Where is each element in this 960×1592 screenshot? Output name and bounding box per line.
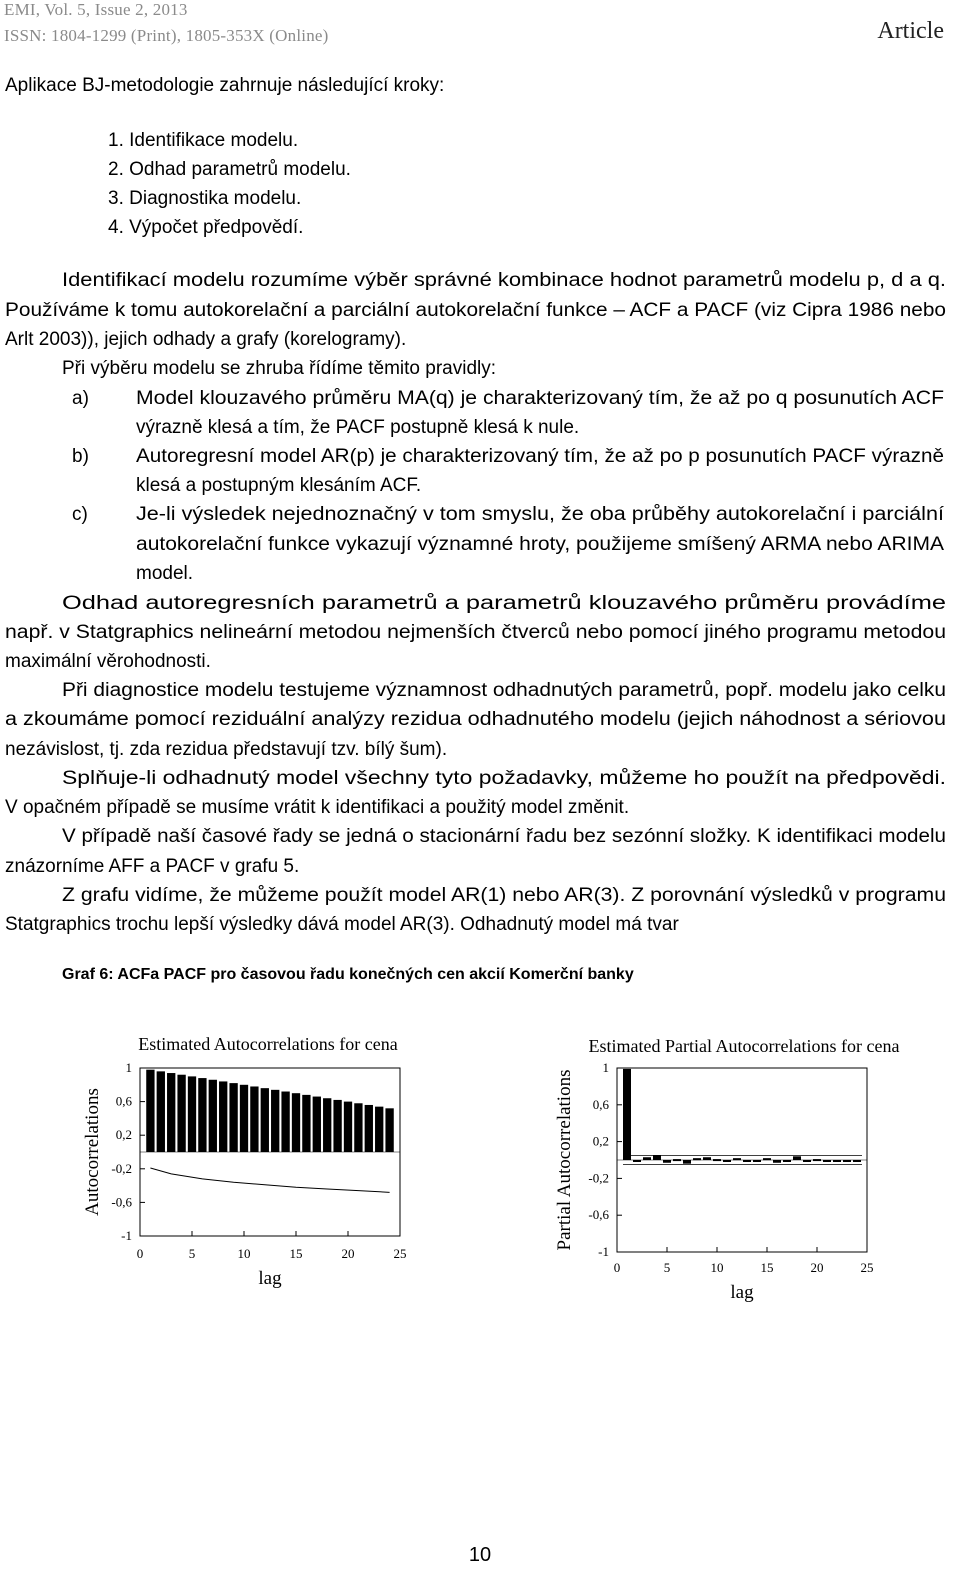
acf-confidence-limit-line [150,1168,389,1192]
acf-bar-lag-4 [177,1075,185,1152]
acf-bar-lag-1 [146,1070,154,1152]
rule-c-line2: autokorelační funkce vykazují významné hroty, použijeme smíšený ARMA nebo ARIMA [136,534,944,555]
pacf-x-tick-label: 15 [760,1260,774,1275]
pacf-x-tick-label: 0 [613,1260,621,1275]
para1-line1: Identifikací modelu rozumíme výběr správné kombinace hodnot parametrů modelu p, d a q. [62,270,947,291]
rule-c-line1: Je-li výsledek nejednoznačný v tom smyslu, že oba průběhy autokorelační i parciální [136,504,944,525]
acf-y-tick-label: -0,2 [111,1160,132,1176]
step-2: 2. Odhad parametrů modelu. [108,159,351,180]
acf-bar-lag-5 [188,1076,196,1152]
pacf-bar-lag-17 [783,1160,791,1162]
pacf-bar-lag-10 [713,1159,721,1161]
acf-bar-lag-13 [271,1090,279,1152]
pacf-bar-lag-22 [833,1160,841,1162]
acf-bar-lag-12 [261,1088,269,1152]
pacf-bar-lag-2 [633,1160,641,1162]
para4-line1: Splňuje-li odhadnutý model všechny tyto požadavky, můžeme ho použít na předpovědi. [62,768,946,789]
acf-bar-lag-19 [333,1100,341,1152]
para2-line1: Odhad autoregresních parametrů a parametrů klouzavého průměru provádíme [62,593,947,614]
acf-x-tick-label: 5 [188,1246,196,1261]
pacf-y-tick-label: -0,2 [588,1170,609,1186]
pacf-bar-lag-19 [803,1160,811,1162]
pacf-bar-lag-3 [643,1157,651,1160]
pacf-y-tick-label: 0,6 [592,1096,609,1112]
rule-b-line2: klesá a postupným klesáním ACF. [136,475,422,496]
acf-bar-lag-14 [281,1092,289,1152]
para2-line2: např. v Statgraphics nelineární metodou nejmenších čtverců nebo pomocí jiného programu metodou [5,622,947,643]
acf-bar-lag-15 [292,1093,300,1152]
intro-text: Aplikace BJ-metodologie zahrnuje následující kroky: [5,75,445,96]
pacf-bar-lag-15 [763,1158,771,1160]
acf-x-tick-label: 10 [237,1246,251,1261]
pacf-bar-lag-21 [823,1160,831,1162]
acf-bar-lag-21 [354,1103,362,1152]
acf-x-tick-label: 15 [289,1246,303,1261]
rule-a-line1: Model klouzavého průměru MA(q) je charakterizovaný tím, že až po q posunutích ACF [136,388,944,409]
pacf-bar-lag-5 [663,1160,671,1163]
acf-y-tick-label: 0,2 [115,1127,132,1143]
figure-caption: Graf 6: ACFa PACF pro časovou řadu konečných cen akcií Komerční banky [62,966,634,983]
para2-line3: maximální věrohodnosti. [5,651,211,672]
acf-bar-lag-3 [167,1073,175,1152]
pacf-x-tick-label: 10 [710,1260,724,1275]
pacf-bar-lag-9 [703,1157,711,1160]
pacf-y-tick-label: -0,6 [588,1207,609,1223]
acf-y-tick-label: -1 [121,1228,132,1243]
para4-line2: V opačném případě se musíme vrátit k identifikaci a použitý model změnit. [5,797,630,818]
acf-bar-lag-18 [323,1098,331,1152]
article-type: Article [877,18,944,44]
acf-x-axis-label: lag [258,1268,282,1289]
acf-bar-lag-9 [229,1083,237,1152]
acf-bar-lag-6 [198,1078,206,1152]
acf-bar-lag-17 [313,1097,321,1152]
acf-y-tick-label: 0,6 [115,1093,132,1109]
issn-info: ISSN: 1804-1299 (Print), 1805-353X (Online) [4,26,329,45]
pacf-chart-title: Estimated Partial Autocorrelations for cena [588,1036,900,1056]
pacf-bar-lag-1 [623,1069,631,1160]
acf-bar-lag-7 [209,1080,217,1152]
para5-line2: znázorníme AFF a PACF v grafu 5. [5,856,300,877]
rule-a-line2: výrazně klesá a tím, že PACF postupně klesá k nule. [136,417,580,438]
rule-a-marker: a) [72,388,89,409]
acf-bar-lag-24 [385,1108,393,1152]
pacf-x-tick-label: 20 [810,1260,824,1275]
acf-bar-lag-8 [219,1081,227,1152]
pacf-bar-lag-13 [743,1160,751,1162]
journal-info: EMI, Vol. 5, Issue 2, 2013 [4,0,188,19]
pacf-bar-lag-24 [853,1160,861,1162]
acf-bar-lag-20 [344,1102,352,1152]
rule-c-marker: c) [72,504,88,525]
acf-bar-lag-16 [302,1095,310,1152]
step-3: 3. Diagnostika modelu. [108,188,302,209]
rule-b-line1: Autoregresní model AR(p) je charakterizovaný tím, že až po p posunutích PACF výrazně [136,446,944,467]
rule-c-line3: model. [136,563,194,584]
acf-chart-title: Estimated Autocorrelations for cena [138,1034,398,1054]
rule-b-marker: b) [72,446,89,467]
acf-y-tick-label: 1 [125,1060,132,1075]
pacf-bar-lag-11 [723,1160,731,1162]
pacf-bar-lag-20 [813,1159,821,1161]
rules-intro: Při výběru modelu se zhruba řídíme těmito pravidly: [62,358,497,379]
page-number: 10 [468,1544,492,1566]
pacf-bar-lag-18 [793,1156,801,1160]
para6-line1: Z grafu vidíme, že můžeme použít model AR(1) nebo AR(3). Z porovnání výsledků v programu [62,885,946,906]
acf-y-tick-label: -0,6 [111,1194,132,1210]
pacf-bar-lag-7 [683,1160,691,1164]
para5-line1: V případě naší časové řady se jedná o stacionární řadu bez sezónní složky. K identifikaci modelu [62,826,946,847]
acf-bar-lag-2 [157,1071,165,1152]
step-1: 1. Identifikace modelu. [108,130,299,151]
para3-line2: a zkoumáme pomocí reziduální analýzy rezidua odhadnutého modelu (jejich náhodnost a sériovou [5,709,946,730]
pacf-y-tick-label: -1 [598,1244,609,1259]
acf-y-axis-label: Autocorrelations [82,1088,103,1216]
pacf-x-tick-label: 25 [860,1260,874,1275]
para1-line2: Používáme k tomu autokorelační a parciální autokorelační funkce – ACF a PACF (viz Cipra 1986 nebo [5,300,946,321]
acf-bar-lag-10 [240,1085,248,1152]
pacf-y-tick-label: 0,2 [592,1133,609,1149]
acf-bar-lag-11 [250,1086,258,1152]
pacf-y-axis-label: Partial Autocorrelations [554,1069,575,1251]
acf-bar-lag-22 [365,1105,373,1152]
acf-x-tick-label: 25 [393,1246,407,1261]
para3-line3: nezávislost, tj. zda rezidua představují tzv. bílý šum). [5,739,448,760]
pacf-bar-lag-6 [673,1159,681,1161]
pacf-bar-lag-8 [693,1158,701,1160]
pacf-bar-lag-4 [653,1155,661,1160]
pacf-y-tick-label: 1 [602,1060,609,1075]
pacf-x-axis-label: lag [730,1282,754,1303]
para6-line2: Statgraphics trochu lepší výsledky dává model AR(3). Odhadnutý model má tvar [5,914,679,935]
pacf-bar-lag-23 [843,1160,851,1162]
acf-pacf-figure [0,1020,960,1350]
pacf-bar-lag-16 [773,1160,781,1163]
acf-bar-lag-23 [375,1107,383,1152]
pacf-x-tick-label: 5 [663,1260,671,1275]
pacf-bar-lag-14 [753,1160,761,1162]
pacf-bar-lag-12 [733,1158,741,1160]
acf-x-tick-label: 20 [341,1246,355,1261]
step-4: 4. Výpočet předpovědí. [108,217,304,238]
para1-line3: Arlt 2003)), jejich odhady a grafy (korelogramy). [5,329,407,350]
para3-line1: Při diagnostice modelu testujeme významnost odhadnutých parametrů, popř. modelu jako celku [62,680,946,701]
acf-x-tick-label: 0 [136,1246,144,1261]
